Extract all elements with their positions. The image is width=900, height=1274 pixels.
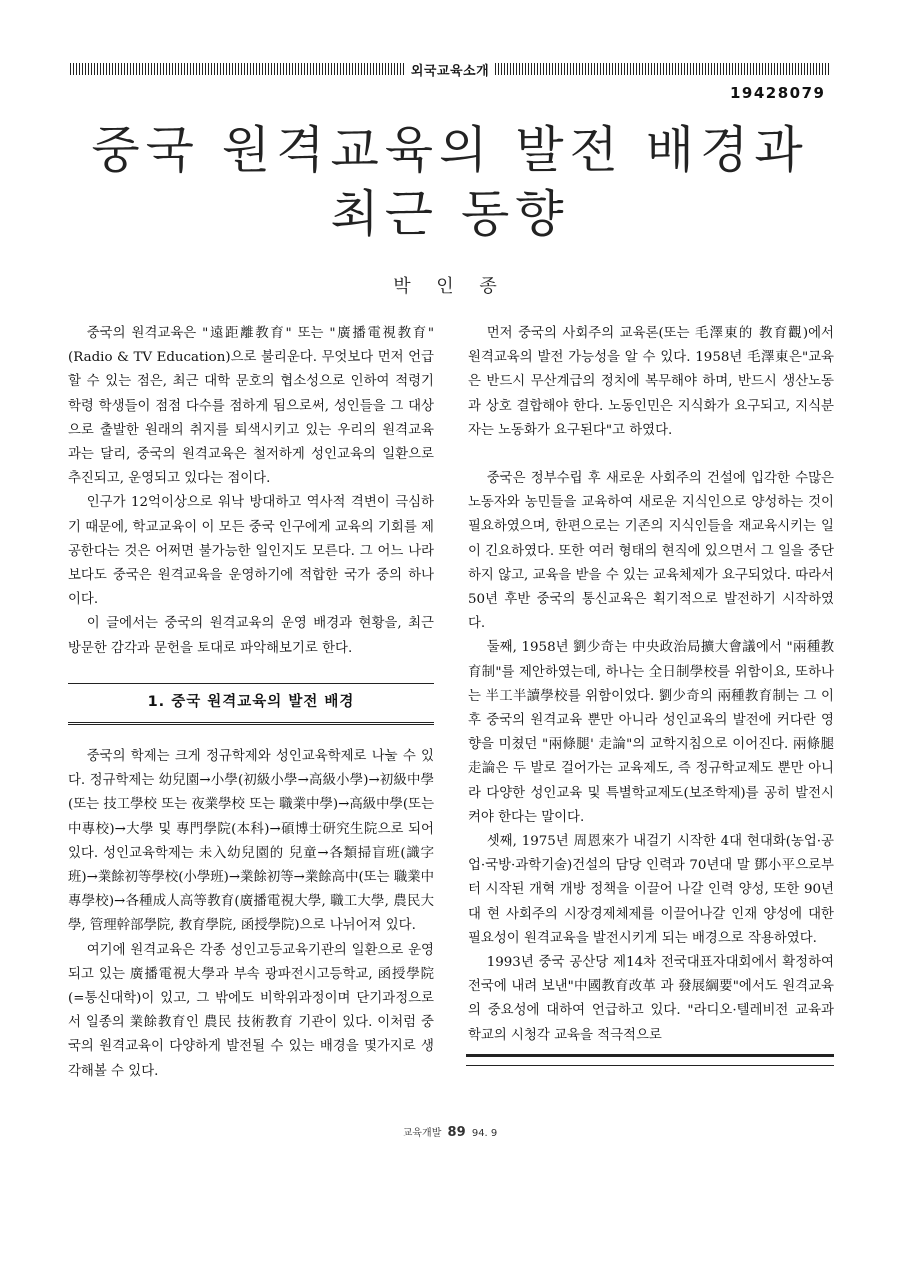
left-column	[68, 322, 434, 1084]
paragraph: 인구가 12억이상으로 워낙 방대하고 역사적 격변이 극심하기 때문에, 학교교육이 이 모든 중국 인구에게 교육의 기회를 제공한다는 것은 어쩌면 불가능한 일인지도 모른다. 그 어느 나라보다도 중국은 원격교육을 운영하기에 적합한 국가 중의 하나이다.	[68, 495, 434, 608]
paragraph: 중국은 정부수립 후 새로운 사회주의 건설에 입각한 수많은 노동자와 농민들을 교육하여 새로운 지식인으로 양성하는 것이 필요하였으며, 한편으로는 기존의 지식인들을 재교육시키는 일이 긴요하였다. 또한 여러 형태의 현직에 있으면서 그 일을 중단하지 않고, 교육을 받을 수 있는 교육체제가 요구되었다. 따라서 50년 후반 중국의 통신교육은 획기적으로 발전하기 시작하였다.	[468, 471, 834, 632]
page-footer	[0, 1124, 900, 1140]
paragraph: 중국의 원격교육은 "遠距離教育" 또는 "廣播電視教育"(Radio & TV Education)으로 불리운다. 무엇보다 먼저 언급할 수 있는 점은, 최근 대학 문호의 협소성으로 인하여 적령기 학령 학생들이 점점 다수를 점하게 됨으로써, 성인들을 그 대상으로 출발한 원래의 취지를 퇴색시키고 있는 우리의 원격교육과는 달리, 중국의 원격교육은 철저하게 성인교육의 일환으로 추진되고, 운영되고 있다는 점이다.	[68, 326, 434, 487]
header-hatch-right	[495, 63, 830, 75]
paragraph: 1993년 중국 공산당 제14차 전국대표자대회에서 확정하여 전국에 내려 보낸"中國教育改革 과 發展綱要"에서도 원격교육의 중요성에 대하여 언급하고 있다. "라디오·텔레비전 교육과 학교의 시청각 교육을 적극적으로	[468, 955, 834, 1043]
paragraph: 셋째, 1975년 周恩來가 내걸기 시작한 4대 현대화(농업·공업·국방·과학기술)건설의 담당 인력과 70년대 말 鄧小平으로부터 시작된 개혁 개방 정책을 이끌어 나갈 인력 양성, 또한 90년대 현 사회주의 시장경제체제를 이끌어나갈 인재 양성에 대한 필요성이 원격교육을 발전시키게 되는 배경으로 작용하였다.	[468, 834, 834, 946]
document-id: 19428079	[730, 84, 826, 102]
header-hatch-left	[70, 63, 405, 75]
journal-name: 교육개발	[402, 1128, 442, 1139]
paragraph: 먼저 중국의 사회주의 교육론(또는 毛澤東的 教育觀)에서 원격교육의 발전 가능성을 알 수 있다. 1958년 毛澤東은"교육은 반드시 무산계급의 정치에 복무해야 하며, 반드시 생산노동과 상호 결합해야 한다. 노동인민은 지식화가 요구되고, 지식분자는 노동화가 요구된다"고 하였다.	[468, 326, 834, 438]
section-header-band	[70, 62, 830, 79]
page-number: 89	[447, 1125, 466, 1140]
title-line-2: 최근 동향	[330, 185, 570, 243]
author-name: 박 인 종	[393, 276, 507, 297]
paragraph: 이 글에서는 중국의 원격교육의 운영 배경과 현황을, 최근 방문한 감각과 문헌을 토대로 파악해보기로 한다.	[68, 616, 434, 656]
section-label: 외국교육소개	[410, 63, 490, 79]
title-line-1: 중국 원격교육의 발전 배경과	[91, 121, 809, 179]
column-end-rule	[466, 1054, 834, 1066]
paragraph: 둘째, 1958년 劉少奇는 中央政治局擴大會議에서 "兩種教育制"를 제안하였는데, 하나는 全日制學校를 위함이요, 또하나는 半工半讀學校를 위함이었다. 劉少奇의 兩種教育制는 그 이후 중국의 원격교육 뿐만 아니라 성인교육의 발전에 커다란 영향을 미쳤던 "兩條腿' 走論"의 교학지침으로 이어진다. 兩條腿走論은 두 발로 걸어가는 교육제도, 즉 정규학교제도 뿐만 아니라 다양한 성인교육 및 특별학교제도(보조학제)를 공히 발전시켜야 한다는 말이다.	[468, 640, 834, 825]
section-heading: 1. 중국 원격교육의 발전 배경	[68, 683, 434, 725]
issue-date: 94. 9	[471, 1128, 498, 1139]
right-column	[468, 322, 834, 1048]
page-title	[60, 118, 840, 246]
paragraph: 중국의 학제는 크게 정규학제와 성인교육학제로 나눌 수 있다. 정규학제는 幼兒園→小學(初級小學→高級小學)→初級中學(또는 技工學校 또는 夜業學校 또는 職業中學)→高級中學(또는 中專校)→大學 및 專門學院(本科)→碩博士研究生院으로 되어 있다. 성인교육학제는 未入幼兒園的 兒童→各類掃盲班(識字班)→業餘初等學校(小學班)→業餘初等→業餘高中(또는 職業中專學校)→各種成人高等教育(廣播電視大學, 職工大學, 農民大學, 管理幹部學院, 教育學院, 函授學院)으로 나뉘어져 있다.	[68, 749, 434, 934]
paragraph: 여기에 원격교육은 각종 성인고등교육기관의 일환으로 운영되고 있는 廣播電視大學과 부속 광파전시고등학교, 函授學院(=통신대학)이 있고, 그 밖에도 비학위과정이며 단기과정으로서 일종의 業餘教育인 農民 技術教育 기관이 있다. 이처럼 중국의 원격교육이 다양하게 발전될 수 있는 배경을 몇가지로 생각해볼 수 있다.	[68, 942, 434, 1079]
